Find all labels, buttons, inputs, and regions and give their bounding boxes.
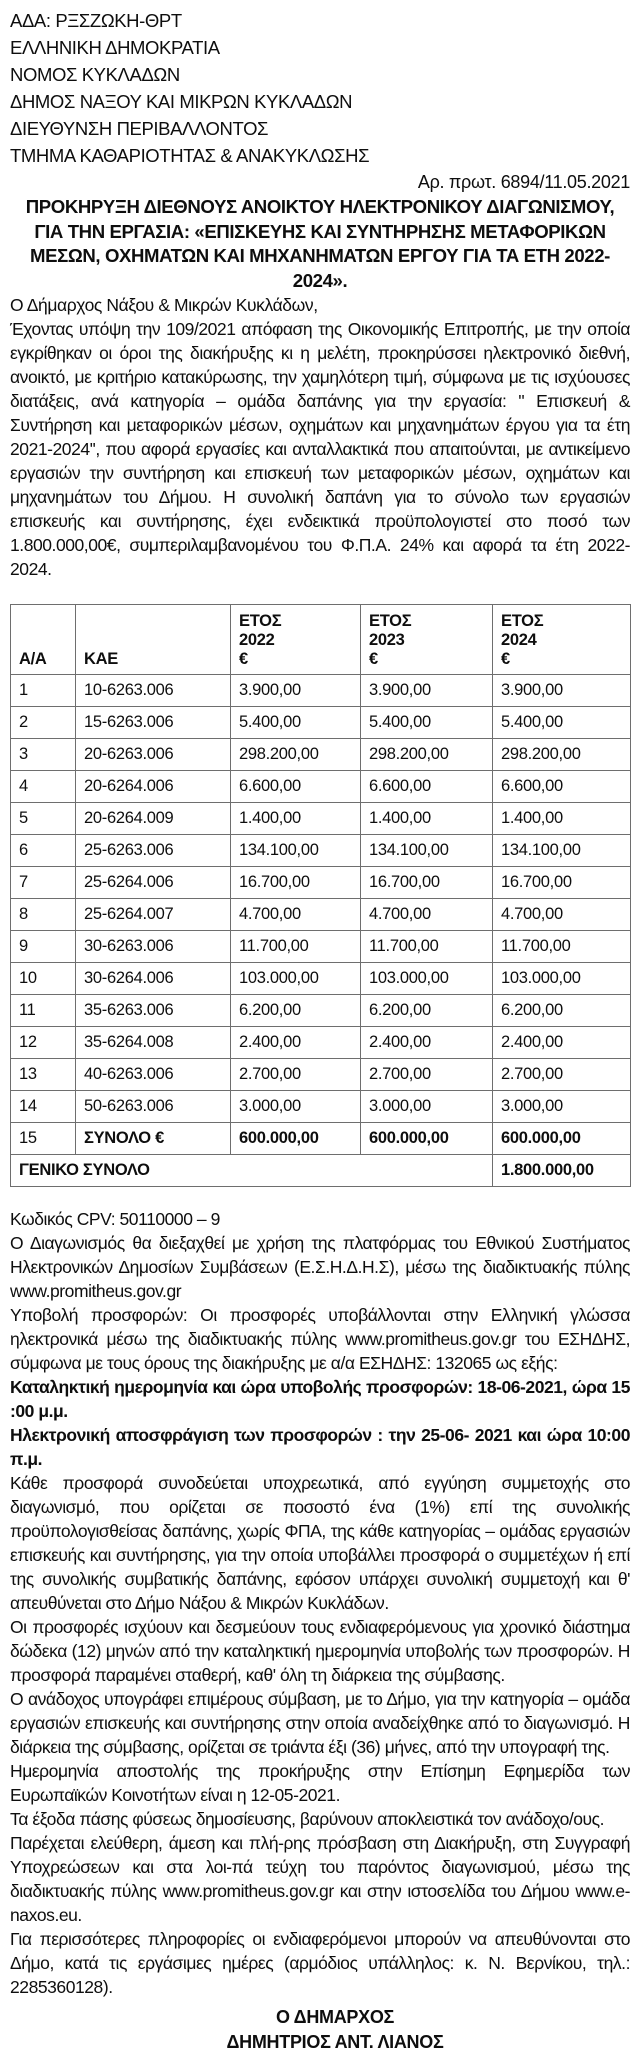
org-line: ΝΟΜΟΣ ΚΥΚΛΑΔΩΝ	[10, 64, 180, 85]
total-cell: 600.000,00	[231, 1123, 361, 1155]
table-cell: 5.400,00	[231, 707, 361, 739]
letterhead	[10, 7, 630, 169]
table-cell: 6.600,00	[361, 771, 493, 803]
table-cell: 3.000,00	[361, 1091, 493, 1123]
table-cell: 14	[11, 1091, 76, 1123]
table-cell: 50-6263.006	[76, 1091, 231, 1123]
table-row	[11, 963, 631, 995]
table-cell: 3.900,00	[493, 675, 631, 707]
table-cell: 5	[11, 803, 76, 835]
table-row	[11, 995, 631, 1027]
table-cell: 103.000,00	[231, 963, 361, 995]
grand-total-row	[11, 1155, 631, 1187]
table-row	[11, 675, 631, 707]
table-cell: 2.400,00	[493, 1027, 631, 1059]
body-paragraphs	[10, 1207, 630, 1999]
mayor-line: Ο Δήμαρχος Νάξου & Μικρών Κυκλάδων,	[10, 295, 318, 315]
document-title: ΠΡΟΚΗΡΥΞΗ ΔΙΕΘΝΟΥΣ ΑΝΟΙΚΤΟΥ ΗΛΕΚΤΡΟΝΙΚΟΥ ΔΙΑΓΩΝΙΣΜΟΥ, ΓΙΑ ΤΗΝ ΕΡΓΑΣΙΑ: «ΕΠΙΣΚΕΥΗΣ ΚΑΙ ΣΥΝΤΗΡΗΣΗΣ ΜΕΤΑΦΟΡΙΚΩΝ ΜΕΣΩΝ, ΟΧΗΜΑΤΩΝ ΚΑΙ ΜΗΧΑΝΗΜΑΤΩΝ ΕΡΓΟΥ ΓΙΑ ΤΑ ΕΤΗ 2022-2024».	[25, 196, 615, 291]
column-header: ΕΤΟΣ 2022 €	[231, 605, 361, 675]
org-line: ΔΗΜΟΣ ΝΑΞΟΥ ΚΑΙ ΜΙΚΡΩΝ ΚΥΚΛΑΔΩΝ	[10, 91, 353, 112]
table-cell: 3.000,00	[231, 1091, 361, 1123]
table-row	[11, 899, 631, 931]
table-cell: 6.200,00	[493, 995, 631, 1027]
table-cell: 6.200,00	[231, 995, 361, 1027]
table-cell: 10	[11, 963, 76, 995]
budget-table-body	[11, 675, 631, 1123]
table-cell: 4.700,00	[361, 899, 493, 931]
table-cell: 1	[11, 675, 76, 707]
table-cell: 2	[11, 707, 76, 739]
cpv-code: Κωδικός CPV: 50110000 – 9	[10, 1209, 220, 1229]
submission-deadline: Καταληκτική ημερομηνία και ώρα υποβολής προσφορών: 18-06-2021, ώρα 15 :00 μ.μ.	[10, 1377, 630, 1421]
table-cell: 10-6263.006	[76, 675, 231, 707]
table-row	[11, 931, 631, 963]
protocol-number: Αρ. πρωτ. 6894/11.05.2021	[417, 172, 630, 192]
table-cell: 6.600,00	[493, 771, 631, 803]
intro-paragraph: Έχοντας υπόψη την 109/2021 απόφαση της Οικονομικής Επιτροπής, με την οποία εγκρίθηκαν οι όροι της διακήρυξης κι η μελέτη, προκηρύσσει ηλεκτρονικό διεθνή, ανοικτό, με κριτήριο κατακύρωσης, την χαμηλότερη τιμή, σύμφωνα με τις ισχύουσες διατάξεις, ανά κατηγορία – ομάδα δαπάνης για την εργασία: " Επισκευή & Συντήρηση και μεταφορικών μέσων, οχημάτων και μηχανημάτων έργου για τα έτη 2021-2024'', που αφορά εργασίες και ανταλλακτικά που απαιτούνται, με αντικείμενο εργασιών την συντήρηση και επισκευή των μεταφορικών μέσων, οχημάτων και μηχανημάτων του Δήμου. Η συνολική δαπάνη για το σύνολο των εργασιών επισκευής και συντήρησης, έχει ενδεικτικά προϋπολογιστεί στο ποσό των 1.800.000,00€, συμπεριλαμβανομένου του Φ.Π.Α. 24% και αφορά τα έτη 2022-2024.	[10, 319, 630, 579]
table-cell: 134.100,00	[231, 835, 361, 867]
grand-total-label: ΓΕΝΙΚΟ ΣΥΝΟΛΟ	[11, 1155, 493, 1187]
submission-info: Υποβολή προσφορών: Οι προσφορές υποβάλλονται στην Ελληνική γλώσσα ηλεκτρονικά μέσω της διαδικτυακής πύλης www.promitheus.gov.gr του ΕΣΗΔΗΣ, σύμφωνα με τους όρους της διακήρυξης με α/α ΕΣΗΔΗΣ: 132065 ως εξής:	[10, 1305, 630, 1373]
table-cell: 4.700,00	[231, 899, 361, 931]
table-cell: 2.700,00	[361, 1059, 493, 1091]
table-cell: 3.900,00	[231, 675, 361, 707]
table-cell: 30-6263.006	[76, 931, 231, 963]
table-cell: 11.700,00	[493, 931, 631, 963]
table-cell: 6	[11, 835, 76, 867]
table-cell: 6.200,00	[361, 995, 493, 1027]
table-cell: 16.700,00	[361, 867, 493, 899]
guarantee-info: Κάθε προσφορά συνοδεύεται υποχρεωτικά, από εγγύηση συμμετοχής στο διαγωνισμό, που ορίζεται σε ποσοστό ένα (1%) επί της συνολικής προϋπολογισθείσας δαπάνης, χωρίς ΦΠΑ, της κάθε κατηγορίας – ομάδας εργασιών επισκευής και συντήρησης, για την οποία υποβάλλει προσφορά ο συμμετέχων ή επί της συνολικής συμβατικής δαπάνης, εφόσον υπάρχει συνολική συμμετοχή και θ' απευθύνεται στο Δήμο Νάξου & Μικρών Κυκλάδων.	[10, 1473, 630, 1613]
table-cell: 4	[11, 771, 76, 803]
grand-total-value: 1.800.000,00	[493, 1155, 631, 1187]
table-cell: 3	[11, 739, 76, 771]
table-cell: 16.700,00	[493, 867, 631, 899]
total-row	[11, 1123, 631, 1155]
table-cell: 12	[11, 1027, 76, 1059]
table-cell: 11	[11, 995, 76, 1027]
table-row	[11, 1091, 631, 1123]
table-cell: 35-6264.008	[76, 1027, 231, 1059]
table-cell: 134.100,00	[493, 835, 631, 867]
total-label-cell: ΣΥΝΟΛΟ €	[76, 1123, 231, 1155]
budget-table	[10, 604, 631, 1187]
table-cell: 1.400,00	[361, 803, 493, 835]
table-cell: 25-6263.006	[76, 835, 231, 867]
table-cell: 2.700,00	[493, 1059, 631, 1091]
column-header: ΕΤΟΣ 2024 €	[493, 605, 631, 675]
contract-duration: Ο ανάδοχος υπογράφει επιμέρους σύμβαση, με το Δήμο, για την κατηγορία – ομάδα εργασιών επισκευής και συντήρησης στην οποία αναδείχθηκε από το διαγωνισμό. Η διάρκεια της σύμβασης, ορίζεται σε τριάντα έξι (36) μήνες, από την υπογραφή της.	[10, 1689, 630, 1757]
org-line: ΔΙΕΥΘΥΝΣΗ ΠΕΡΙΒΑΛΛΟΝΤΟΣ	[10, 118, 269, 139]
table-cell: 2.400,00	[361, 1027, 493, 1059]
table-cell: 25-6264.006	[76, 867, 231, 899]
table-cell: 20-6264.006	[76, 771, 231, 803]
table-row	[11, 1059, 631, 1091]
table-cell: 1.400,00	[231, 803, 361, 835]
table-cell: 298.200,00	[361, 739, 493, 771]
table-cell: 5.400,00	[493, 707, 631, 739]
table-cell: 3.900,00	[361, 675, 493, 707]
table-cell: 15-6263.006	[76, 707, 231, 739]
table-cell: 2.700,00	[231, 1059, 361, 1091]
org-line: ΤΜΗΜΑ ΚΑΘΑΡΙΟΤΗΤΑΣ & ΑΝΑΚΥΚΛΩΣΗΣ	[10, 145, 370, 166]
table-cell: 30-6264.006	[76, 963, 231, 995]
table-cell: 7	[11, 867, 76, 899]
signature-title: Ο ΔΗΜΑΡΧΟΣ	[275, 2007, 395, 2027]
org-lines	[10, 34, 630, 169]
table-row	[11, 707, 631, 739]
table-cell: 9	[11, 931, 76, 963]
contact-info: Για περισσότερες πληροφορίες οι ενδιαφερόμενοι μπορούν να απευθύνονται στο Δήμο, κατά τις εργάσιμες ημέρες (αρμόδιος υπάλληλος: κ. Ν. Βερνίκου, τηλ.: 2285360128).	[10, 1929, 630, 1997]
publication-costs: Τα έξοδα πάσης φύσεως δημοσίευσης, βαρύνουν αποκλειστικά τον ανάδοχο/ους.	[10, 1809, 605, 1829]
table-cell: 40-6263.006	[76, 1059, 231, 1091]
table-cell: 4.700,00	[493, 899, 631, 931]
table-cell: 6.600,00	[231, 771, 361, 803]
total-cell: 15	[11, 1123, 76, 1155]
table-cell: 20-6263.006	[76, 739, 231, 771]
budget-table-header-row	[11, 605, 631, 675]
table-cell: 103.000,00	[493, 963, 631, 995]
table-cell: 298.200,00	[231, 739, 361, 771]
signature-name: ΔΗΜΗΤΡΙΟΣ ΑΝΤ. ΛΙΑΝΟΣ	[226, 2032, 444, 2052]
table-cell: 5.400,00	[361, 707, 493, 739]
table-cell: 1.400,00	[493, 803, 631, 835]
table-cell: 11.700,00	[231, 931, 361, 963]
table-row	[11, 739, 631, 771]
table-cell: 3.000,00	[493, 1091, 631, 1123]
table-cell: 20-6264.009	[76, 803, 231, 835]
platform-info: Ο Διαγωνισμός θα διεξαχθεί με χρήση της πλατφόρμας του Εθνικού Συστήματος Ηλεκτρονικών Δημοσίων Συμβάσεων (Ε.Σ.Η.Δ.Η.Σ), μέσω της διαδικτυακής πύλης www.promitheus.gov.gr	[10, 1233, 630, 1301]
table-cell: 13	[11, 1059, 76, 1091]
table-cell: 298.200,00	[493, 739, 631, 771]
column-header: ΚΑΕ	[76, 605, 231, 675]
total-cell: 600.000,00	[493, 1123, 631, 1155]
ada-line: ΑΔΑ: ΡΞΣΖΩΚΗ-ΘΡΤ	[10, 10, 182, 31]
table-cell: 16.700,00	[231, 867, 361, 899]
table-row	[11, 771, 631, 803]
column-header: ΕΤΟΣ 2023 €	[361, 605, 493, 675]
column-header: Α/Α	[11, 605, 76, 675]
table-row	[11, 1027, 631, 1059]
table-cell: 35-6263.006	[76, 995, 231, 1027]
table-cell: 134.100,00	[361, 835, 493, 867]
table-row	[11, 803, 631, 835]
offers-validity: Οι προσφορές ισχύουν και δεσμεύουν τους ενδιαφερόμενους για χρονικό διάστημα δώδεκα (12) μηνών από την καταληκτική ημερομηνία υποβολής των προσφορών. Η προσφορά παραμένει σταθερή, καθ' όλη τη διάρκεια της σύμβασης.	[10, 1617, 630, 1685]
unsealing-date: Ηλεκτρονική αποσφράγιση των προσφορών : την 25-06- 2021 και ώρα 10:00 π.μ.	[10, 1425, 630, 1469]
table-row	[11, 867, 631, 899]
table-cell: 8	[11, 899, 76, 931]
signature-block	[10, 2005, 630, 2055]
table-cell: 2.400,00	[231, 1027, 361, 1059]
org-line: ΕΛΛΗΝΙΚΗ ΔΗΜΟΚΡΑΤΙΑ	[10, 37, 220, 58]
total-cell: 600.000,00	[361, 1123, 493, 1155]
access-info: Παρέχεται ελεύθερη, άμεση και πλή-ρης πρόσβαση στη Διακήρυξη, στη Συγγραφή Υποχρεώσεων και στα λοι-πά τεύχη του παρόντος διαγωνισμού, μέσω της διαδικτυακής πύλης www.promitheus.gov.gr και στην ιστοσελίδα του Δήμου www.e-naxos.eu.	[10, 1833, 630, 1925]
ojeu-dispatch-date: Ημερομηνία αποστολής της προκήρυξης στην Επίσημη Εφημερίδα των Ευρωπαϊκών Κοινοτήτων είναι η 12-05-2021.	[10, 1761, 630, 1805]
table-cell: 25-6264.007	[76, 899, 231, 931]
table-cell: 11.700,00	[361, 931, 493, 963]
table-row	[11, 835, 631, 867]
table-cell: 103.000,00	[361, 963, 493, 995]
